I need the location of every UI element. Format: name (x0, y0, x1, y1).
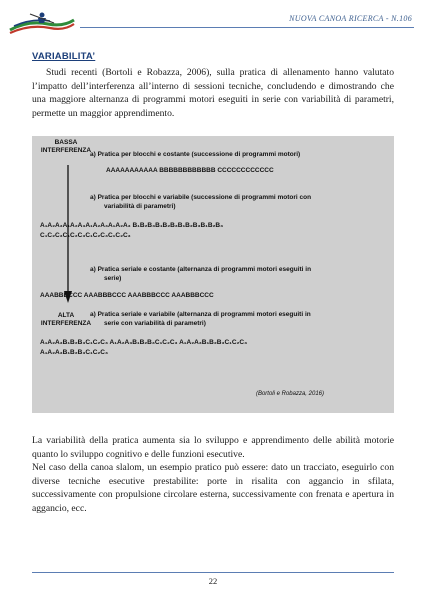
practice-a3-title: a) Pratica seriale e costante (alternanza di programmi motori eseguiti in (90, 266, 312, 273)
slalom-example-paragraph: Nel caso della canoa slalom, un esempio pratico può essere: dato un tracciato, eseguirlo con diverse tecniche esecutive prestabilite: porte in risalita con aggancio in sfilata, successivamente con propulsione circolare esterna, successivamente con frenata e apertura in aggancio, ecc. (32, 462, 394, 514)
figure-credit: (Bortoli e Robazza, 2016) (255, 391, 324, 397)
practice-a4-sequence-cont: A₁A₂A₃B₁B₂B₃C₁C₂C₃ (40, 349, 108, 356)
high-interference-label: ALTA INTERFERENZA (40, 312, 92, 327)
practice-a1-sequence: AAAAAAAAAAA BBBBBBBBBBBB CCCCCCCCCCCC (106, 167, 274, 174)
canoe-logo-icon (8, 8, 76, 38)
practice-a2-title-cont: variabilità di parametri) (104, 203, 176, 210)
footer-rule (32, 572, 394, 573)
variability-paragraph: La variabilità della pratica aumenta sia lo sviluppo e apprendimento delle abilità motorie quanto lo sviluppo cognitivo e delle funzioni esecutive. (32, 435, 394, 460)
practice-a2-sequence-cont: C₁C₂C₃C₁C₂C₃C₁C₂C₃C₁C₂C₃ (40, 232, 131, 239)
journal-header-title: NUOVA CANOA RICERCA - N.106 (289, 14, 412, 23)
low-interference-label: BASSA INTERFERENZA (40, 139, 92, 154)
practice-a4-title: a) Pratica seriale e variabile (alternanza di programmi motori eseguiti in (90, 311, 311, 318)
practice-a3-sequence: AAABBBCCC AAABBBCCC AAABBBCCC AAABBBCCC (40, 292, 214, 299)
practice-a2-title: a) Pratica per blocchi e variabile (successione di programmi motori con (90, 194, 312, 201)
practice-a1-title: a) Pratica per blocchi e costante (successione di programmi motori) (90, 151, 301, 158)
interference-figure (32, 136, 394, 413)
practice-a4-sequence: A₁A₂A₃B₁B₂B₃C₁C₂C₃ A₁A₂A₃B₁B₂B₃C₁C₂C₃ A₁A₂A₃B₁B₂B₃C₁C₂C₃ (40, 339, 248, 346)
header-rule (80, 27, 414, 28)
section-title: VARIABILITA’ (32, 51, 96, 62)
practice-a3-title-cont: serie) (104, 275, 122, 282)
page-number: 22 (208, 576, 218, 586)
intro-paragraph: Studi recenti (Bortoli e Robazza, 2006), sulla pratica di allenamento hanno valutato l’impatto dell’interferenza all’interno di sessioni tecniche, concludendo e dimostrando che una maggiore alternanza di programmi motori eseguiti in serie con variabilità di parametri, permette un maggior apprendimento. (32, 67, 394, 119)
practice-a4-title-cont: serie con variabilità di parametri) (104, 320, 206, 327)
practice-a2-sequence: A₁A₂A₃A₁A₂A₃A₁A₂A₃A₁A₂A₃ B₁B₂B₃B₁B₂B₃B₁B₂B₃B₁B₂B₃ (40, 222, 224, 229)
